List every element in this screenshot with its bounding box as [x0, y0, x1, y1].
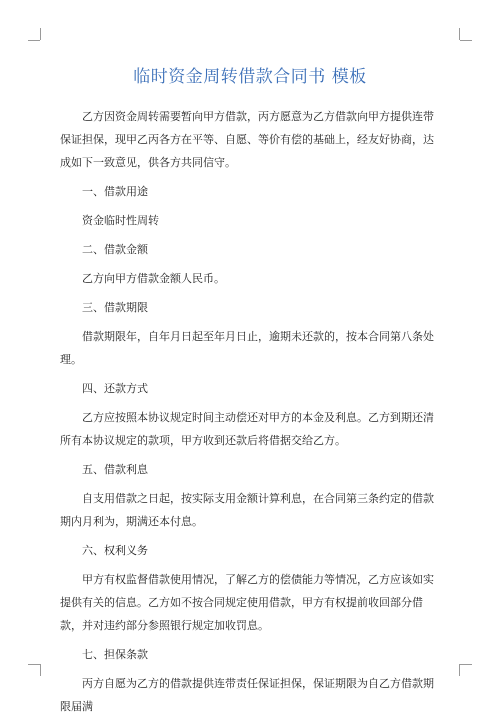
section-text: 自支用借款之日起，按实际支用金额计算利息，在合同第三条约定的借款期内月利为，期满还本付息。 — [60, 492, 434, 528]
section-text: 甲方有权监督借款使用情况，了解乙方的偿债能力等情况，乙方应该如实提供有关的信息。乙方如不按合同规定使用借款，甲方有权提前收回部分借款，并对违约部分参照银行规定加收罚息。 — [60, 573, 434, 632]
section-heading: 六、权利义务 — [82, 544, 148, 557]
document-body — [60, 105, 440, 724]
section-heading: 五、借款利息 — [82, 463, 148, 476]
crop-mark-bottom-left-h — [28, 664, 40, 665]
section-heading: 三、借款期限 — [82, 301, 148, 314]
section-heading: 四、还款方式 — [82, 382, 148, 395]
section-text: 乙方应按照本协议规定时间主动偿还对甲方的本金及利息。乙方到期还清所有本协议规定的款项，甲方收到还款后将借据交给乙方。 — [60, 411, 434, 447]
section-heading: 七、担保条款 — [82, 648, 148, 661]
section-heading: 二、借款金额 — [82, 243, 148, 256]
intro-paragraph: 乙方因资金周转需要暂向甲方借款，丙方愿意为乙方借款向甲方提供连带保证担保，现甲乙丙各方在平等、自愿、等价有偿的基础上，经友好协商，达成如下一致意见，供各方共同信守。 — [60, 110, 434, 169]
document-title: 临时资金周转借款合同书 模板 — [133, 67, 367, 87]
section-heading: 一、借款用途 — [82, 185, 148, 198]
section-text: 丙方自愿为乙方的借款提供连带责任保证担保，保证期限为自乙方借款期限届满 — [60, 677, 434, 713]
crop-mark-top-left-h — [28, 40, 40, 41]
crop-mark-bottom-left-v — [40, 664, 41, 676]
crop-mark-top-left-v — [40, 28, 41, 40]
crop-mark-bottom-right-v — [459, 664, 460, 676]
section-text: 资金临时性周转 — [82, 214, 159, 227]
crop-mark-top-right-h — [460, 40, 472, 41]
crop-mark-bottom-right-h — [460, 664, 472, 665]
crop-mark-top-right-v — [459, 28, 460, 40]
section-text: 乙方向甲方借款金额人民币。 — [82, 272, 225, 285]
section-text: 借款期限年，自年月日起至年月日止，逾期未还款的，按本合同第八条处理。 — [60, 330, 434, 366]
